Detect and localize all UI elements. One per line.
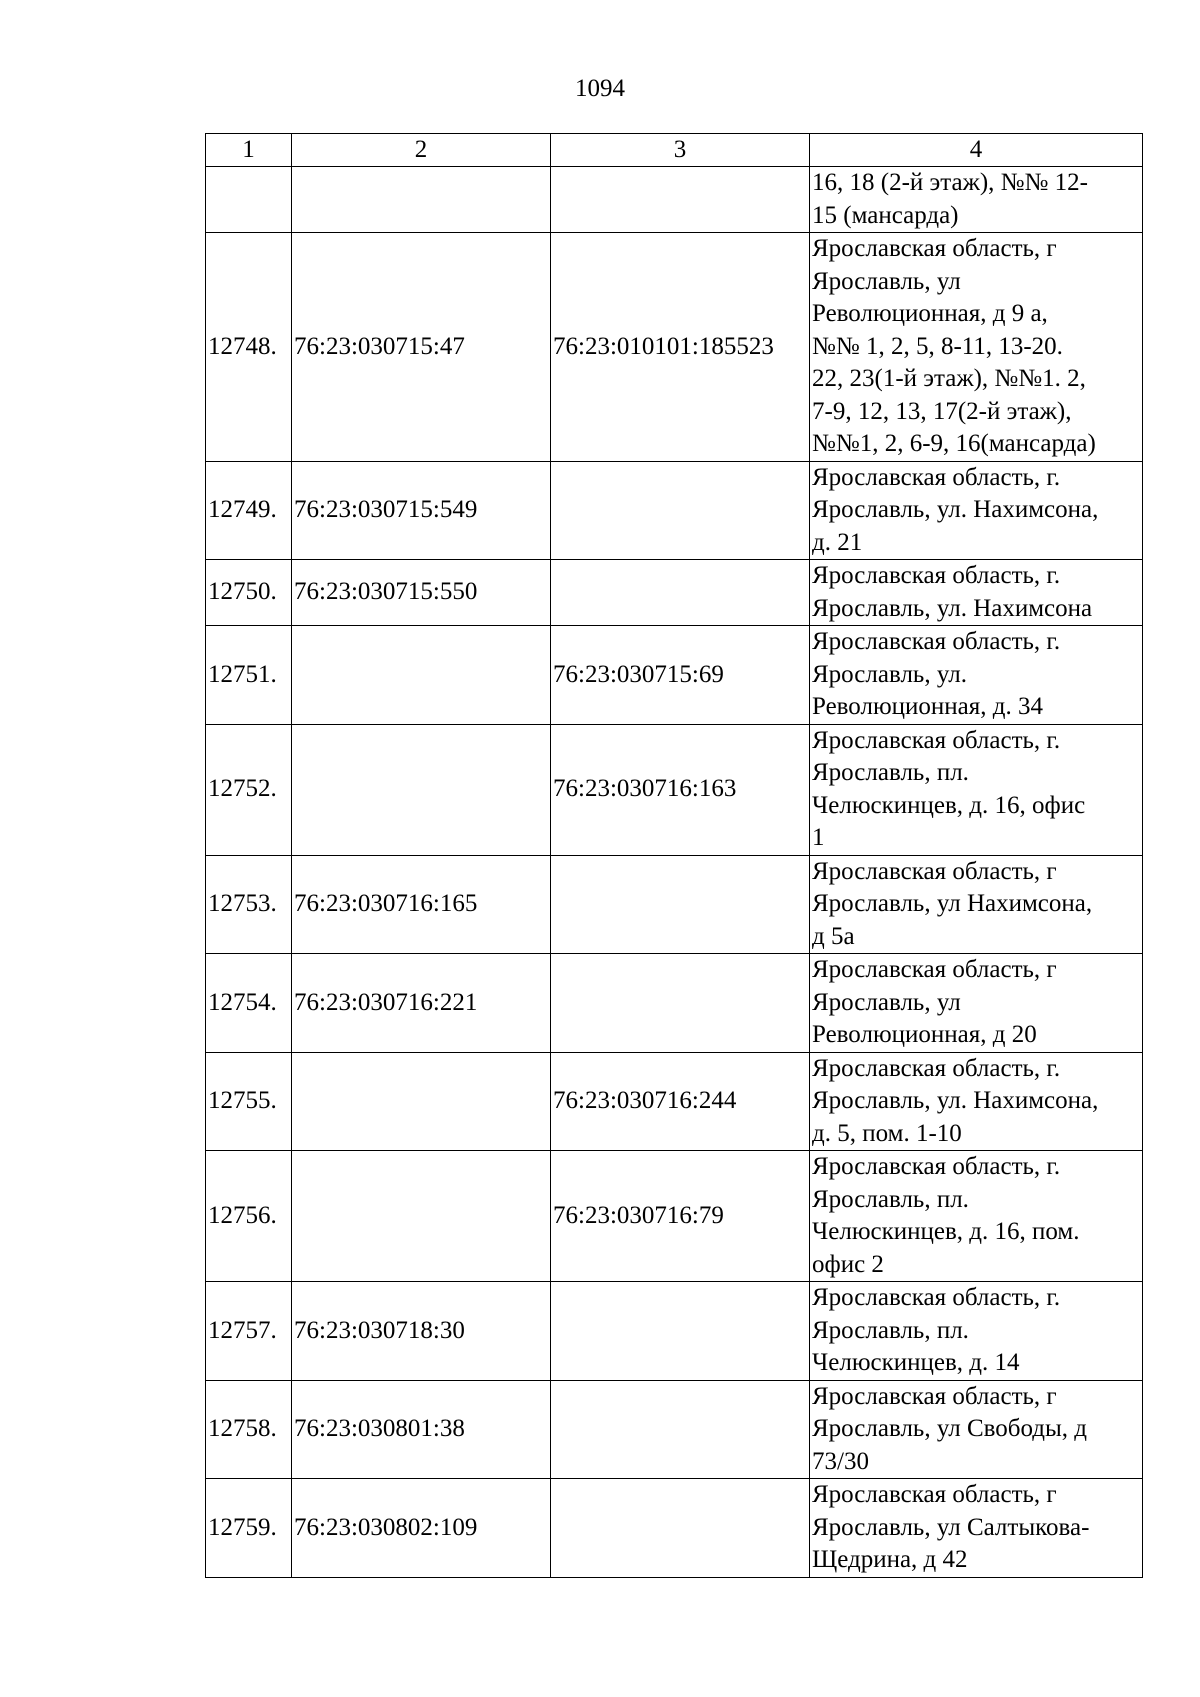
address-cell (810, 560, 1143, 626)
address-line: Ярославль, ул (812, 988, 961, 1016)
column-header: 3 (551, 134, 810, 167)
table-row (206, 1479, 1143, 1578)
address-line: Ярославская область, г (812, 857, 1057, 885)
object-cadastral-number (551, 1380, 810, 1479)
address-line: Ярославская область, г. (812, 463, 1061, 491)
table-row (206, 461, 1143, 560)
address-line: Ярославль, ул. Нахимсона, (812, 1087, 1099, 1114)
address-line: д 5а (812, 922, 855, 950)
land-cadastral-number: 76:23:030715:549 (292, 461, 551, 560)
land-cadastral-number: 76:23:030802:109 (292, 1479, 551, 1578)
address-line: Ярославль, пл. (812, 759, 969, 786)
address-line: Революционная, д 20 (812, 1021, 1037, 1048)
object-cadastral-number: 76:23:030716:79 (551, 1151, 810, 1282)
address-line: Ярославская область, г. (812, 1153, 1061, 1180)
address-line: Ярославская область, г. (812, 1284, 1061, 1311)
address-cell (810, 461, 1143, 560)
object-cadastral-number (551, 855, 810, 954)
table-row (206, 724, 1143, 855)
registry-table (205, 133, 1143, 1578)
land-cadastral-number: 76:23:030801:38 (292, 1380, 551, 1479)
address-line: Ярославль, ул (812, 267, 961, 295)
address-line: Революционная, д. 34 (812, 693, 1043, 720)
row-number: 12754. (206, 954, 292, 1053)
land-cadastral-number: 76:23:030715:550 (292, 560, 551, 626)
address-line: 15 (мансарда) (812, 201, 959, 229)
table-row (206, 1282, 1143, 1381)
address-line: Щедрина, д 42 (812, 1546, 968, 1573)
address-line: Челюскинцев, д. 16, пом. (812, 1218, 1080, 1245)
address-line: Ярославская область, г. (812, 726, 1061, 754)
address-line: 16, 18 (2-й этаж), №№ 12- (812, 169, 1088, 196)
land-cadastral-number (292, 724, 551, 855)
land-cadastral-number (292, 626, 551, 725)
address-cell (810, 954, 1143, 1053)
address-cell (810, 855, 1143, 954)
address-line: Ярославль, ул. (812, 660, 967, 688)
address-line: Ярославль, пл. (812, 1316, 969, 1344)
address-line: Ярославль, ул Свободы, д (812, 1415, 1087, 1442)
row-number: 12751. (206, 626, 292, 725)
object-cadastral-number: 76:23:030715:69 (551, 626, 810, 725)
address-line: Революционная, д 9 а, (812, 300, 1048, 327)
address-cell (810, 1479, 1143, 1578)
object-cadastral-number: 76:23:030716:244 (551, 1052, 810, 1151)
address-cell (810, 724, 1143, 855)
row-number: 12753. (206, 855, 292, 954)
table-row (206, 1380, 1143, 1479)
object-cadastral-number (551, 1282, 810, 1381)
address-line: 7-9, 12, 13, 17(2-й этаж), (812, 397, 1072, 425)
row-number: 12752. (206, 724, 292, 855)
address-cell (810, 1282, 1143, 1381)
address-cell (810, 233, 1143, 462)
object-cadastral-number (551, 1479, 810, 1578)
row-number (206, 167, 292, 233)
table-row (206, 1151, 1143, 1282)
address-line: №№ 1, 2, 5, 8-11, 13-20. (812, 332, 1063, 360)
table-row (206, 233, 1143, 462)
address-line: Ярославская область, г (812, 1481, 1057, 1508)
address-line: Ярославская область, г. (812, 628, 1061, 655)
row-number: 12748. (206, 233, 292, 462)
address-line: Челюскинцев, д. 16, офис (812, 791, 1086, 819)
address-line: 73/30 (812, 1447, 869, 1475)
address-line: Ярославская область, г. (812, 1054, 1061, 1082)
table-row (206, 560, 1143, 626)
address-line: 22, 23(1-й этаж), №№1. 2, (812, 365, 1086, 392)
row-number: 12759. (206, 1479, 292, 1578)
address-line: Ярославль, ул. Нахимсона, (812, 496, 1099, 523)
address-line: №№1, 2, 6-9, 16(мансарда) (812, 430, 1096, 457)
page-number: 1094 (575, 75, 625, 102)
object-cadastral-number: 76:23:010101:185523 (551, 233, 810, 462)
address-line: Ярославль, пл. (812, 1185, 969, 1213)
address-line: Ярославль, ул Нахимсона, (812, 890, 1093, 917)
address-line: Ярославская область, г (812, 956, 1057, 983)
row-number: 12750. (206, 560, 292, 626)
address-line: Ярославская область, г. (812, 562, 1061, 589)
address-cell (810, 626, 1143, 725)
row-number: 12749. (206, 461, 292, 560)
address-line: Ярославская область, г (812, 1382, 1057, 1410)
address-line: Челюскинцев, д. 14 (812, 1349, 1020, 1376)
address-cell (810, 1380, 1143, 1479)
address-cell (810, 167, 1143, 233)
table-row (206, 167, 1143, 233)
address-line: Ярославская область, г (812, 235, 1057, 262)
address-line: 1 (812, 824, 825, 851)
registry-body (206, 167, 1143, 1578)
table-row (206, 626, 1143, 725)
address-cell (810, 1151, 1143, 1282)
column-header: 4 (810, 134, 1143, 167)
address-cell (810, 1052, 1143, 1151)
land-cadastral-number (292, 1151, 551, 1282)
object-cadastral-number (551, 560, 810, 626)
land-cadastral-number: 76:23:030716:221 (292, 954, 551, 1053)
land-cadastral-number: 76:23:030715:47 (292, 233, 551, 462)
address-line: д. 5, пом. 1-10 (812, 1119, 962, 1147)
object-cadastral-number (551, 461, 810, 560)
object-cadastral-number (551, 954, 810, 1053)
address-line: Ярославль, ул. Нахимсона (812, 594, 1093, 622)
land-cadastral-number: 76:23:030718:30 (292, 1282, 551, 1381)
table-row (206, 1052, 1143, 1151)
column-header: 2 (292, 134, 551, 167)
object-cadastral-number (551, 167, 810, 233)
table-row (206, 855, 1143, 954)
table-row (206, 954, 1143, 1053)
row-number: 12756. (206, 1151, 292, 1282)
address-line: офис 2 (812, 1250, 884, 1278)
row-number: 12755. (206, 1052, 292, 1151)
object-cadastral-number: 76:23:030716:163 (551, 724, 810, 855)
column-header: 1 (206, 134, 292, 167)
row-number: 12758. (206, 1380, 292, 1479)
row-number: 12757. (206, 1282, 292, 1381)
address-line: Ярославль, ул Салтыкова- (812, 1513, 1090, 1541)
land-cadastral-number: 76:23:030716:165 (292, 855, 551, 954)
address-line: д. 21 (812, 528, 863, 556)
land-cadastral-number (292, 1052, 551, 1151)
header-row (206, 134, 1143, 167)
land-cadastral-number (292, 167, 551, 233)
